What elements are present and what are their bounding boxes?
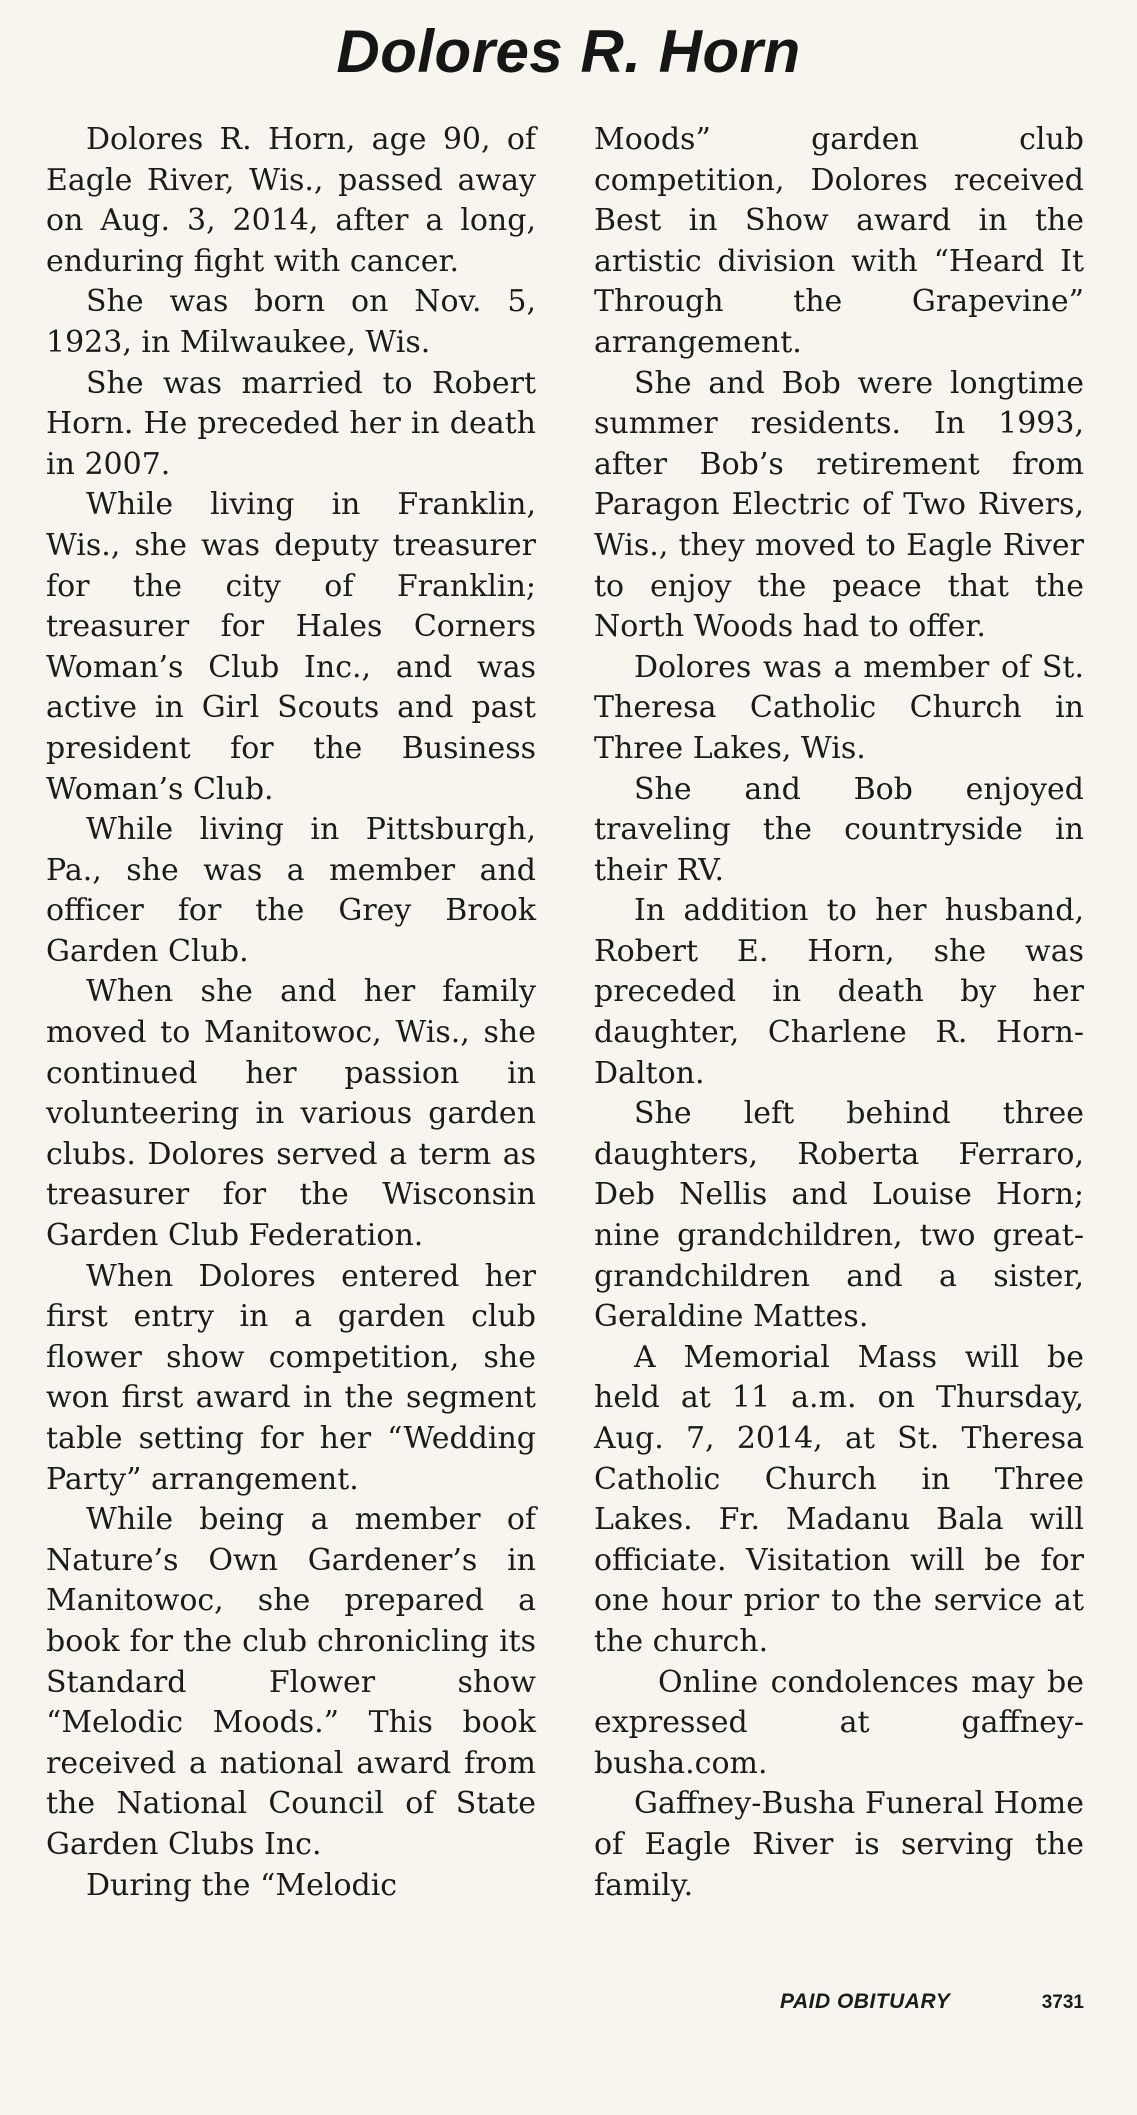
- paragraph: She was born on Nov. 5, 1923, in Milwaukee, Wis.: [46, 284, 536, 360]
- paragraph: In addition to her husband, Robert E. Horn, she was preceded in death by her daughter, Charlene R. Horn-Dalton.: [594, 893, 1084, 1091]
- paragraph: Gaffney-Busha Funeral Home of Eagle River is serving the family.: [594, 1786, 1084, 1903]
- footer: [594, 1990, 1084, 2018]
- right-column: [594, 120, 1084, 1906]
- paragraph: Online condolences may be expressed at gaffney-busha.com.: [594, 1664, 1084, 1781]
- ad-number: 3731: [1041, 1992, 1084, 2013]
- paragraph: While being a member of Nature’s Own Gardener’s in Manitowoc, she prepared a book for the club chronicling its Standard Flower show “Melodic Moods.” This book received a national award from the National Council of State Garden Clubs Inc.: [46, 1502, 536, 1862]
- paragraph: While living in Franklin, Wis., she was deputy treasurer for the city of Franklin; treasurer for Hales Corners Woman’s Club Inc., and was active in Girl Scouts and past president for the Business Woman’s Club.: [46, 487, 536, 807]
- paragraph: She and Bob were longtime summer residents. In 1993, after Bob’s retirement from Paragon Electric of Two Rivers, Wis., they moved to Eagle River to enjoy the peace that the North Woods had to offer.: [594, 365, 1084, 645]
- paragraph: Dolores R. Horn, age 90, of Eagle River, Wis., passed away on Aug. 3, 2014, after a long, enduring fight with cancer.: [46, 122, 536, 279]
- paragraph: She left behind three daughters, Roberta Ferraro, Deb Nellis and Louise Horn; nine grandchildren, two great-grandchildren and a sister, Geraldine Mattes.: [594, 1096, 1084, 1335]
- paragraph: Dolores was a member of St. Theresa Catholic Church in Three Lakes, Wis.: [594, 649, 1084, 766]
- paragraph: While living in Pittsburgh, Pa., she was a member and officer for the Grey Brook Garden Club.: [46, 812, 536, 969]
- paid-obituary-label: PAID OBITUARY: [780, 1990, 951, 2013]
- left-column: [46, 120, 536, 1906]
- paragraph: A Memorial Mass will be held at 11 a.m. on Thursday, Aug. 7, 2014, at St. Theresa Catholic Church in Three Lakes. Fr. Madanu Bala will officiate. Visitation will be for one hour prior to the service at the church.: [594, 1339, 1084, 1659]
- paragraph: During the “Melodic: [86, 1867, 398, 1903]
- obituary-title: Dolores R. Horn: [336, 18, 801, 85]
- paragraph: When she and her family moved to Manitowoc, Wis., she continued her passion in volunteering in various garden clubs. Dolores served a term as treasurer for the Wisconsin Garden Club Federation.: [46, 974, 536, 1254]
- paragraph: She and Bob enjoyed traveling the countryside in their RV.: [594, 771, 1084, 888]
- paragraph: She was married to Robert Horn. He preceded her in death in 2007.: [46, 365, 536, 482]
- paragraph-continued: Moods” garden club competition, Dolores received Best in Show award in the artistic division with “Heard It Through the Grapevine” arrangement.: [594, 122, 1084, 360]
- paragraph: When Dolores entered her first entry in a garden club flower show competition, she won first award in the segment table setting for her “Wedding Party” arrangement.: [46, 1258, 536, 1497]
